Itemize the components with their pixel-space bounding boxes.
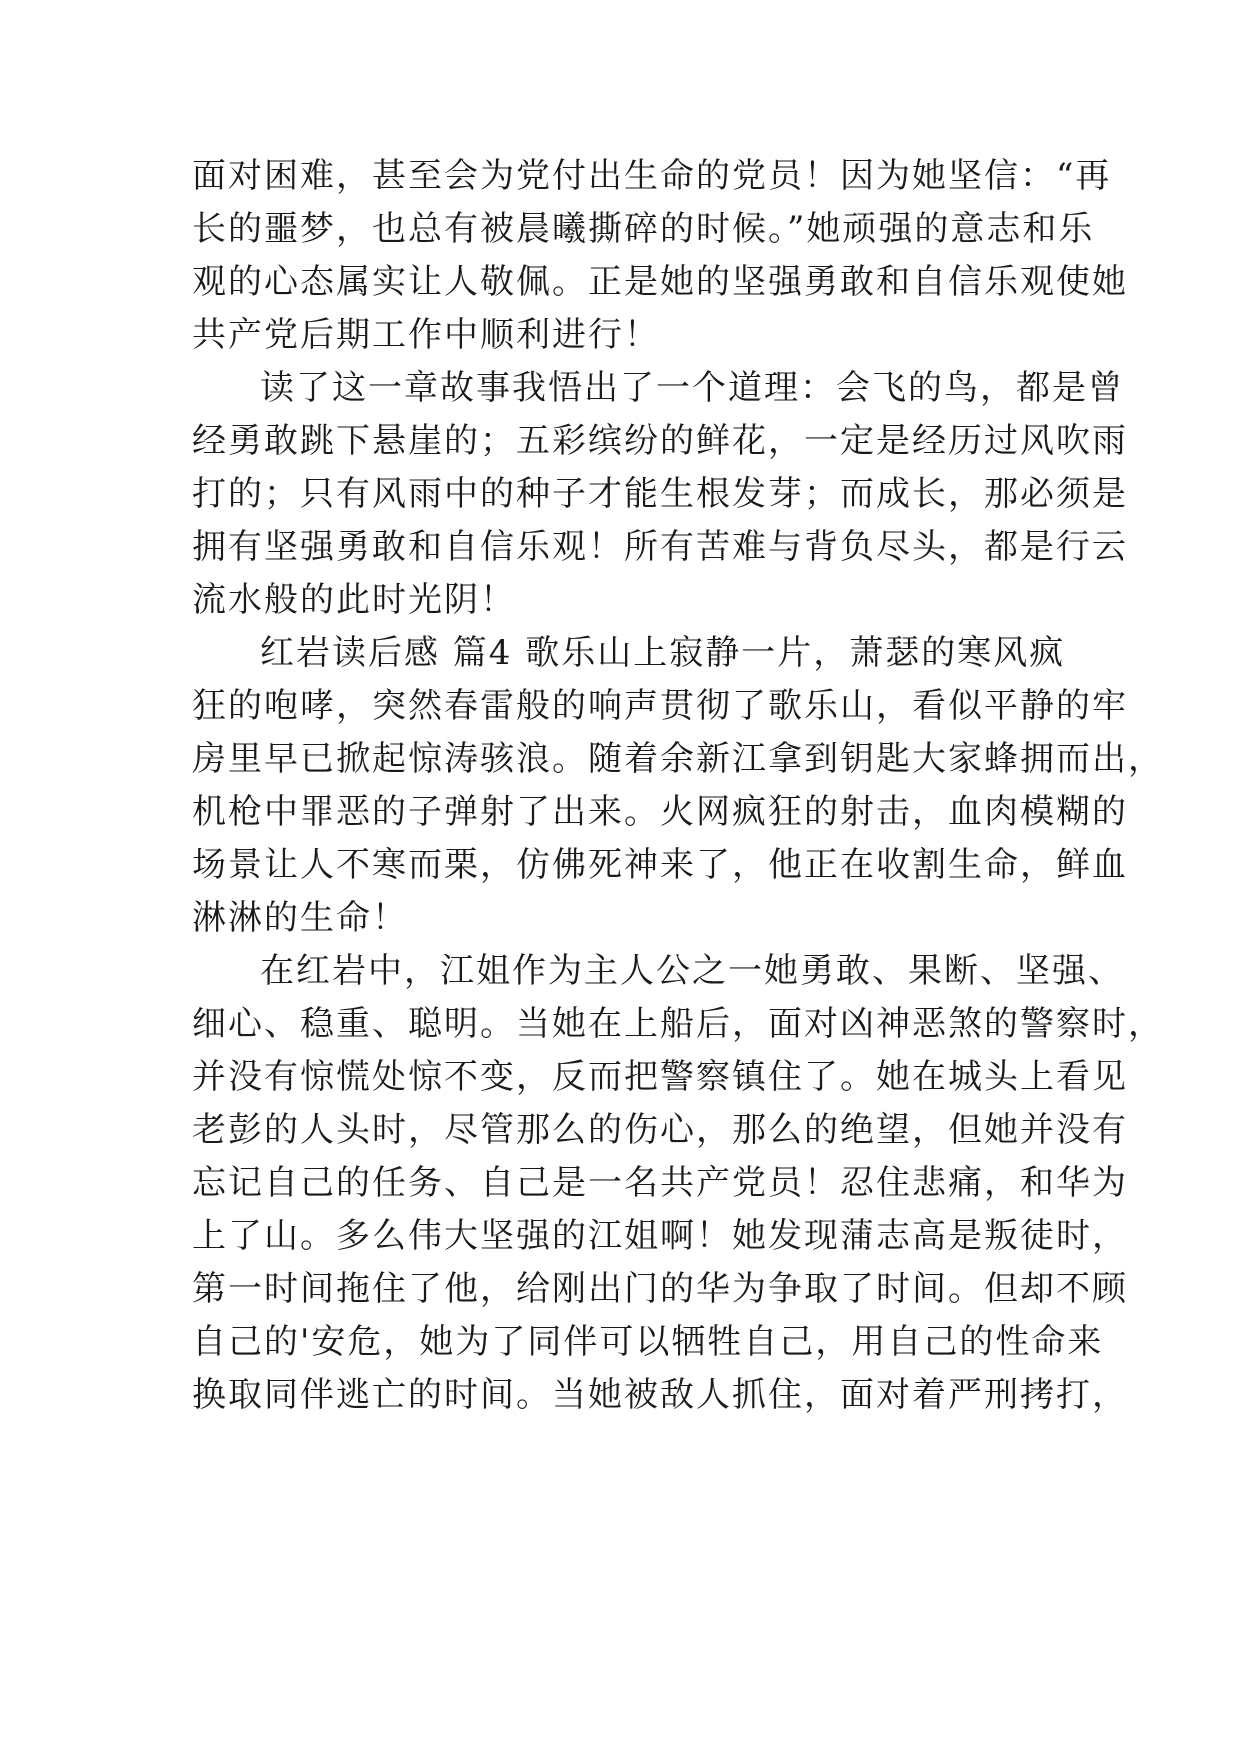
text-line: 共产党后期工作中顺利进行！ — [192, 315, 660, 355]
text-line: 场景让人不寒而栗，仿佛死神来了，他正在收割生命，鲜血 — [192, 845, 1128, 885]
text-line: 自己的'安危，她为了同伴可以牺牲自己，用自己的性命来 — [192, 1322, 1104, 1362]
paragraph-start-line: 读了这一章故事我悟出了一个道理：会飞的鸟，都是曾 — [260, 368, 1124, 408]
text-line: 观的心态属实让人敬佩。正是她的坚强勇敢和自信乐观使她 — [192, 262, 1128, 302]
text-line: 流水般的此时光阴！ — [192, 580, 516, 620]
text-line: 细心、稳重、聪明。当她在上船后，面对凶神恶煞的警察时， — [192, 1004, 1164, 1044]
paragraph-start-line: 在红岩中，江姐作为主人公之一她勇敢、果断、坚强、 — [260, 951, 1124, 991]
text-line: 机枪中罪恶的子弹射了出来。火网疯狂的射击，血肉模糊的 — [192, 792, 1128, 832]
text-line: 老彭的人头时，尽管那么的伤心，那么的绝望，但她并没有 — [192, 1110, 1128, 1150]
section-heading-line: 红岩读后感 篇4 歌乐山上寂静一片，萧瑟的寒风疯 — [260, 633, 1066, 673]
text-line: 忘记自己的任务、自己是一名共产党员！忍住悲痛，和华为 — [192, 1163, 1128, 1203]
text-line: 第一时间拖住了他，给刚出门的华为争取了时间。但却不顾 — [192, 1269, 1128, 1309]
text-line: 长的噩梦，也总有被晨曦撕碎的时候。”她顽强的意志和乐 — [192, 209, 1095, 249]
text-line: 经勇敢跳下悬崖的；五彩缤纷的鲜花，一定是经历过风吹雨 — [192, 421, 1128, 461]
text-line: 房里早已掀起惊涛骇浪。随着余新江拿到钥匙大家蜂拥而出， — [192, 739, 1164, 779]
text-line: 面对困难，甚至会为党付出生命的党员！因为她坚信：“再 — [192, 156, 1112, 196]
text-line: 拥有坚强勇敢和自信乐观！所有苦难与背负尽头，都是行云 — [192, 527, 1128, 567]
text-line: 并没有惊慌处惊不变，反而把警察镇住了。她在城头上看见 — [192, 1057, 1128, 1097]
text-line: 狂的咆哮，突然春雷般的响声贯彻了歌乐山，看似平静的牢 — [192, 686, 1128, 726]
body-text — [192, 150, 1164, 1422]
text-line: 上了山。多么伟大坚强的江姐啊！她发现蒲志高是叛徒时， — [192, 1216, 1128, 1256]
text-line: 换取同伴逃亡的时间。当她被敌人抓住，面对着严刑拷打， — [192, 1375, 1128, 1415]
text-line: 淋淋的生命！ — [192, 898, 408, 938]
text-line: 打的；只有风雨中的种子才能生根发芽；而成长，那必须是 — [192, 474, 1128, 514]
